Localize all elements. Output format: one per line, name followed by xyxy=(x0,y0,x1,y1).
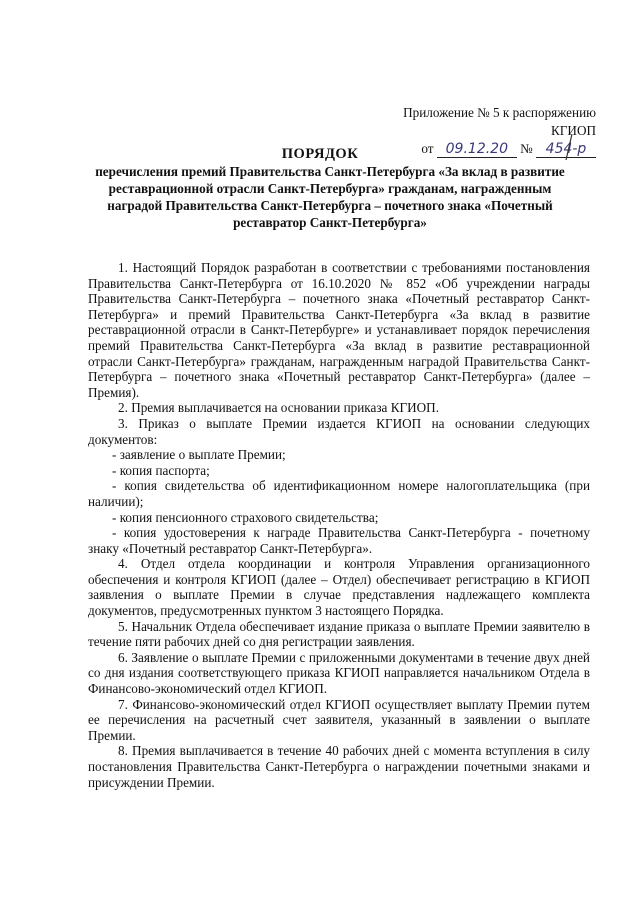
document-body xyxy=(88,260,590,790)
appendix-reference: Приложение № 5 к распоряжению КГИОП xyxy=(403,105,596,138)
handwritten-number: 454-р xyxy=(536,141,596,158)
paragraph-5: 5. Начальник Отдела обеспечивает издание приказа о выплате Премии заявителю в течение пяти рабочих дней со дня регистрации заявления. xyxy=(88,618,590,650)
list-item-application: - заявление о выплате Премии; xyxy=(112,447,286,463)
paragraph-2: 2. Премия выплачивается на основании приказа КГИОП. xyxy=(118,400,439,416)
paragraph-1: 1. Настоящий Порядок разработан в соответствии с требованиями постановления Правительства Санкт-Петербурга от 16.10.2020 № 852 «Об учреждении награды Правительства Санкт-Петербурга – почетного знака «Почетный реставратор Санкт-Петербурга» и премий Правительства Санкт-Петербурга «За вклад в развитие реставрационной отрасли в Санкт-Петербурге» и устанавливает порядок перечисления премий Правительства Санкт-Петербурга «За вклад в развитие реставрационной отрасли Санкт-Петербурга» гражданам, награжденным наградой Правительства Санкт-Петербурга – почетного знака «Почетный реставратор Санкт-Петербурга» (далее – Премия). xyxy=(88,260,590,400)
document-title: ПОРЯДОК xyxy=(281,146,359,162)
paragraph-4: 4. Отдел отдела координации и контроля Управления организационного обеспечения и контроля КГИОП (далее – Отдел) обеспечивает регистрацию в КГИОП заявления о выплате Премии в случае представления надлежащего комплекта документов, предусмотренных пунктом 3 настоящего Порядка. xyxy=(88,556,590,619)
list-item-passport: - копия паспорта; xyxy=(112,462,210,478)
paragraph-7: 7. Финансово-экономический отдел КГИОП осуществляет выплату Премии путем ее перечисления на расчетный счет заявителя, указанный в заявлении о выплате Премии. xyxy=(88,696,590,743)
paragraph-3: 3. Приказ о выплате Премии издается КГИОП на основании следующих документов: xyxy=(88,415,590,447)
document-subtitle: перечисления премий Правительства Санкт-Петербурга «За вклад в развитие реставрационной отрасли Санкт-Петербурга» гражданам, награжденным наградой Правительства Санкт-Петербурга – почетного знака «Почетный реставратор Санкт-Петербурга» xyxy=(95,164,565,230)
list-item-inn: - копия свидетельства об идентификационном номере налогоплательщика (при наличии); xyxy=(88,478,590,509)
list-item-pension: - копия пенсионного страхового свидетельства; xyxy=(112,509,379,525)
paragraph-6: 6. Заявление о выплате Премии с приложенными документами в течение двух дней со дня издания соответствующего приказа КГИОП направляется начальником Отдела в Финансово-экономический отдел КГИОП. xyxy=(88,649,590,697)
from-label: от xyxy=(421,141,434,156)
handwritten-date: 09.12.20 xyxy=(437,141,517,158)
number-label: № xyxy=(520,141,533,156)
list-item-award-certificate: - копия удостоверения к награде Правительства Санкт-Петербурга - почетному знаку «Почетный реставратор Санкт-Петербурга». xyxy=(88,525,590,556)
paragraph-8: 8. Премия выплачивается в течение 40 рабочих дней с момента вступления в силу постановления Правительства Санкт-Петербурга о награждении почетными знаками и присуждении Премии. xyxy=(88,743,590,790)
